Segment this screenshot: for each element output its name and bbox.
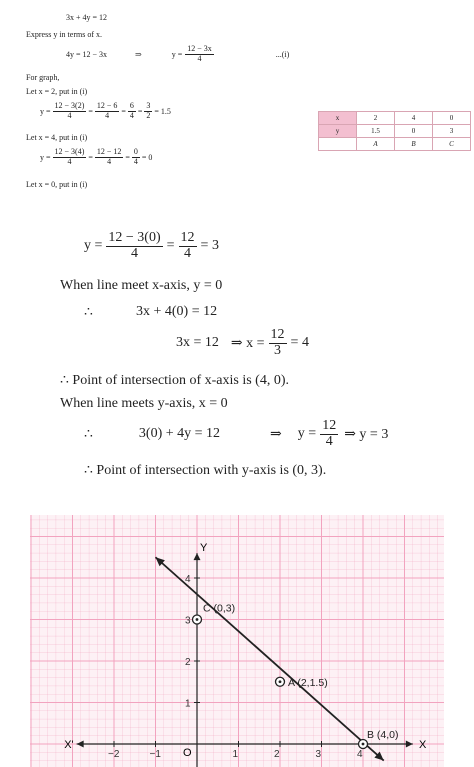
y-step: ∴ 3(0) + 4y = 12 ⇒ y = $\frac{12}{4}$ ⇒ y = 3 [84, 417, 389, 449]
table-cell: 1.5 [357, 125, 395, 138]
step-lhs: 4y = 12 − 3x [66, 49, 108, 59]
y-tick-label: 3 [185, 615, 191, 627]
calc-x-2: y = $\frac{12 - 3(2)}{4}$ = $\frac{12 - 6}{4}$ = $\frac{6}{4}$ = $\frac{3}{2}$ = 1.5 [40, 101, 171, 120]
fraction: $\frac{12 - 12}{4}$ [96, 147, 122, 166]
plot-point-center [279, 680, 282, 683]
table-cell: B [395, 138, 433, 151]
x-tick-label: −1 [149, 749, 161, 760]
x-tick-label: 3 [315, 749, 322, 760]
plot-point-center [362, 743, 365, 746]
express-line: Express y in terms of x. [26, 30, 102, 39]
table-header-y: y [319, 125, 357, 138]
x-tick-label: 1 [232, 749, 239, 760]
point-label: B (4,0) [367, 729, 399, 741]
x-tick-label: 2 [274, 749, 280, 760]
fraction: $\frac{12 - 6}{4}$ [96, 101, 118, 120]
calc-x-4: y = $\frac{12 - 3(4)}{4}$ = $\frac{12 - 12}{4}$ = $\frac{0}{4}$ = 0 [40, 147, 153, 166]
y-axis-label: Y [200, 542, 208, 555]
x-axis-meet-line: When line meet x-axis, y = 0 [60, 278, 223, 293]
fraction: $\frac{0}{4}$ [133, 147, 138, 166]
rearranged-equation [66, 42, 289, 66]
table-cell: C [433, 138, 471, 151]
fraction: $\frac{3}{2}$ [146, 101, 151, 120]
fraction: $\frac{12 - 3x}{4}$ [187, 44, 212, 63]
origin-label: O [183, 747, 192, 759]
fraction: $\frac{12 - 3(0)}{4}$ [108, 229, 161, 261]
fraction: $\frac{12}{3}$ [270, 326, 285, 358]
table-header-x: x [319, 112, 357, 125]
plot-point-center [196, 618, 199, 621]
x-axis-neg-label: X' [64, 739, 74, 751]
table-cell: 2 [357, 112, 395, 125]
fraction: $\frac{12 - 3(2)}{4}$ [54, 101, 85, 120]
fraction: $\frac{6}{4}$ [129, 101, 134, 120]
for-graph-label: For graph, [26, 73, 60, 82]
fraction: $\frac{12}{4}$ [180, 229, 195, 261]
x-tick-label: 4 [357, 749, 363, 760]
table-cell: 3 [433, 125, 471, 138]
x-tick-label: −2 [108, 749, 120, 760]
y-equals: y = [171, 49, 183, 59]
point-label: A (2,1.5) [288, 676, 328, 689]
values-table [318, 111, 471, 151]
equation-line: 3x + 4y = 12 [66, 13, 108, 22]
y-tick-label: 1 [185, 698, 191, 710]
therefore-symbol: ∴ [84, 305, 93, 320]
point-label: C (0,3) [203, 602, 236, 615]
table-row [319, 125, 471, 138]
table-cell [319, 138, 357, 151]
x-step-1: 3x + 4(0) = 12 [136, 304, 218, 319]
fraction: $\frac{12}{4}$ [322, 417, 337, 449]
equation-ref: ...(i) [275, 49, 290, 59]
let-x-0: Let x = 0, put in (i) [26, 180, 88, 189]
fraction: $\frac{12 - 3(4)}{4}$ [54, 147, 85, 166]
let-x-4: Let x = 4, put in (i) [26, 133, 88, 142]
calc-x-0: y = $\frac{12 - 3(0)}{4}$ = $\frac{12}{4}$ = 3 [84, 229, 219, 261]
x-step-2: 3x = 12 ⇒ x = $\frac{12}{3}$ = 4 [176, 326, 309, 358]
table-cell: 4 [395, 112, 433, 125]
implies-arrow: ⇒ [135, 49, 142, 59]
table-cell: 0 [433, 112, 471, 125]
y-tick-label: 4 [185, 574, 191, 585]
let-x-2: Let x = 2, put in (i) [26, 87, 88, 96]
y-tick-label: 2 [185, 657, 191, 668]
x-intersection-line: ∴ Point of intersection of x-axis is (4, 0). [60, 373, 289, 388]
table-cell: A [357, 138, 395, 151]
y-axis-meet-line: When line meets y-axis, x = 0 [60, 396, 228, 411]
y-intersection-line: ∴ Point of intersection with y-axis is (0, 3). [84, 463, 327, 478]
table-row [319, 112, 471, 125]
table-row [319, 138, 471, 151]
line-graph [30, 515, 444, 767]
table-cell: 0 [395, 125, 433, 138]
x-axis-label: X [419, 739, 427, 751]
